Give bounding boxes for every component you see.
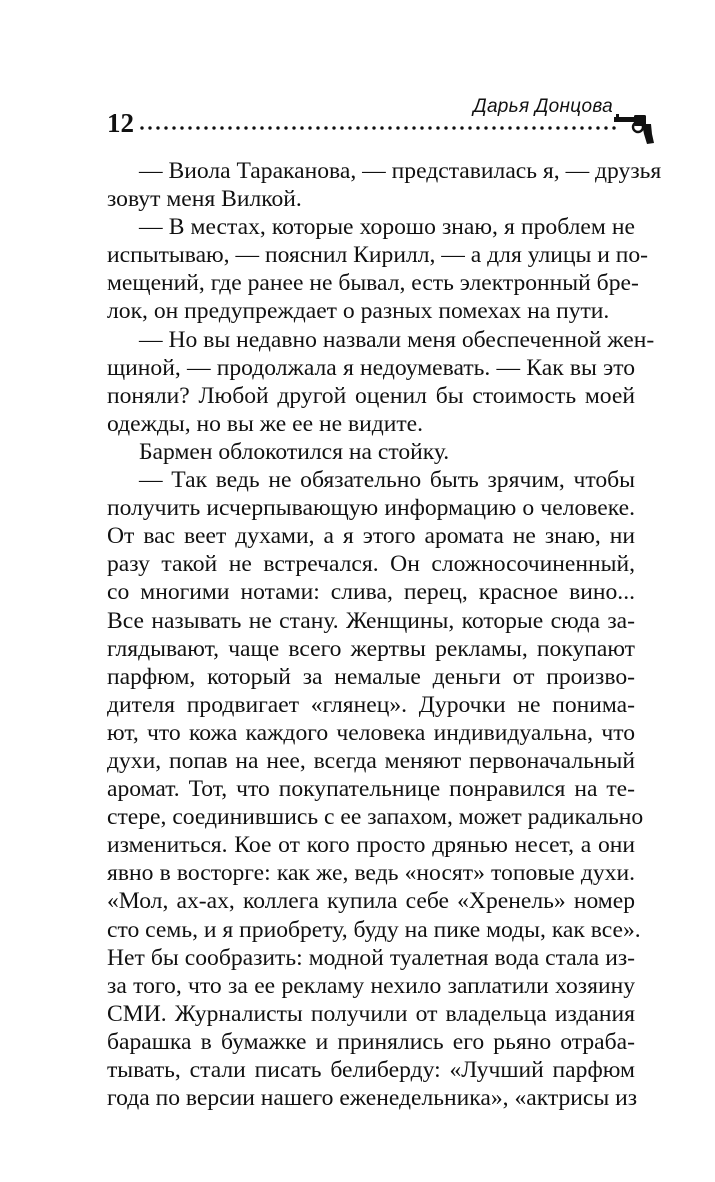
text-line: испытываю, — пояснил Кирилл, — а для улицы и по-: [107, 242, 649, 269]
text-line: От вас веет духами, а я этого аромата не знаю, ни: [107, 523, 635, 550]
text-line: явно в восторге: как же, ведь «носят» топовые духи.: [107, 860, 635, 887]
text-line: Все называть не стану. Женщины, которые сюда за-: [107, 607, 635, 634]
page-number: 12: [107, 108, 134, 138]
text-line: парфюм, который за немалые деньги от произво-: [107, 663, 635, 690]
text-line: сто семь, и я приобрету, буду на пике моды, как все».: [107, 916, 641, 943]
text-line: Бармен облокотился на стойку.: [139, 438, 450, 465]
running-header: [0, 0, 715, 150]
paragraph: [107, 466, 644, 1112]
paragraph: [107, 438, 635, 466]
paragraph: [107, 213, 649, 325]
text-line: духи, попав на нее, всегда меняют первоначальный: [107, 747, 635, 774]
text-line: за того, что за ее рекламу нехило заплатили хозяину: [107, 972, 635, 999]
text-line: «Мол, ах-ах, коллега купила себе «Хренель» номер: [107, 888, 635, 915]
text-line: — Но вы недавно назвали меня обеспеченной жен-: [139, 326, 655, 353]
text-line: — В местах, которые хорошо знаю, я проблем не: [139, 214, 635, 241]
text-line: СМИ. Журналисты получили от владельца издания: [107, 1000, 635, 1027]
text-line: Нет бы сообразить: модной туалетная вода стала из-: [107, 944, 635, 971]
text-line: года по версии нашего еженедельника», «актрисы из: [107, 1085, 638, 1112]
text-line: стере, соединившись с ее запахом, может радикально: [107, 804, 644, 831]
text-line: измениться. Кое от кого просто дрянью несет, а они: [107, 832, 635, 859]
text-line: поняли? Любой другой оценил бы стоимость моей: [107, 382, 635, 409]
text-line: глядывают, чаще всего жертвы рекламы, покупают: [107, 635, 635, 662]
running-head-author: Дарья Донцова: [473, 96, 613, 117]
text-line: разу такой не встречался. Он сложносочиненный,: [107, 551, 635, 578]
dotted-leader: [138, 125, 620, 131]
text-line: аромат. Тот, что покупательнице понравился на те-: [107, 776, 635, 803]
text-line: — Так ведь не обязательно быть зрячим, чтобы: [139, 467, 635, 494]
text-line: — Виола Тараканова, — представилась я, — друзья: [139, 158, 662, 184]
text-line: ют, что кожа каждого человека индивидуальна, что: [107, 719, 635, 746]
revolver-icon: [614, 112, 654, 146]
text-line: со многими нотами: слива, перец, красное вино...: [107, 579, 635, 606]
body-text: [107, 157, 662, 1112]
text-line: барашка в бумажке и принялись его рьяно отраба-: [107, 1028, 635, 1055]
paragraph: [107, 157, 662, 213]
text-line: дителя продвигает «глянец». Дурочки не понима-: [107, 691, 635, 718]
text-line: лок, он предупреждает о разных помехах на пути.: [107, 298, 610, 325]
text-line: получить исчерпывающую информацию о человеке.: [107, 495, 635, 522]
text-line: тывать, стали писать белиберду: «Лучший парфюм: [107, 1057, 635, 1083]
text-line: одежды, но вы же ее не видите.: [107, 410, 424, 437]
text-line: мещений, где ранее не бывал, есть электронный бре-: [107, 270, 639, 297]
text-line: зовут меня Вилкой.: [107, 186, 302, 213]
paragraph: [107, 326, 655, 438]
text-line: щиной, — продолжала я недоумевать. — Как вы это: [107, 354, 635, 381]
